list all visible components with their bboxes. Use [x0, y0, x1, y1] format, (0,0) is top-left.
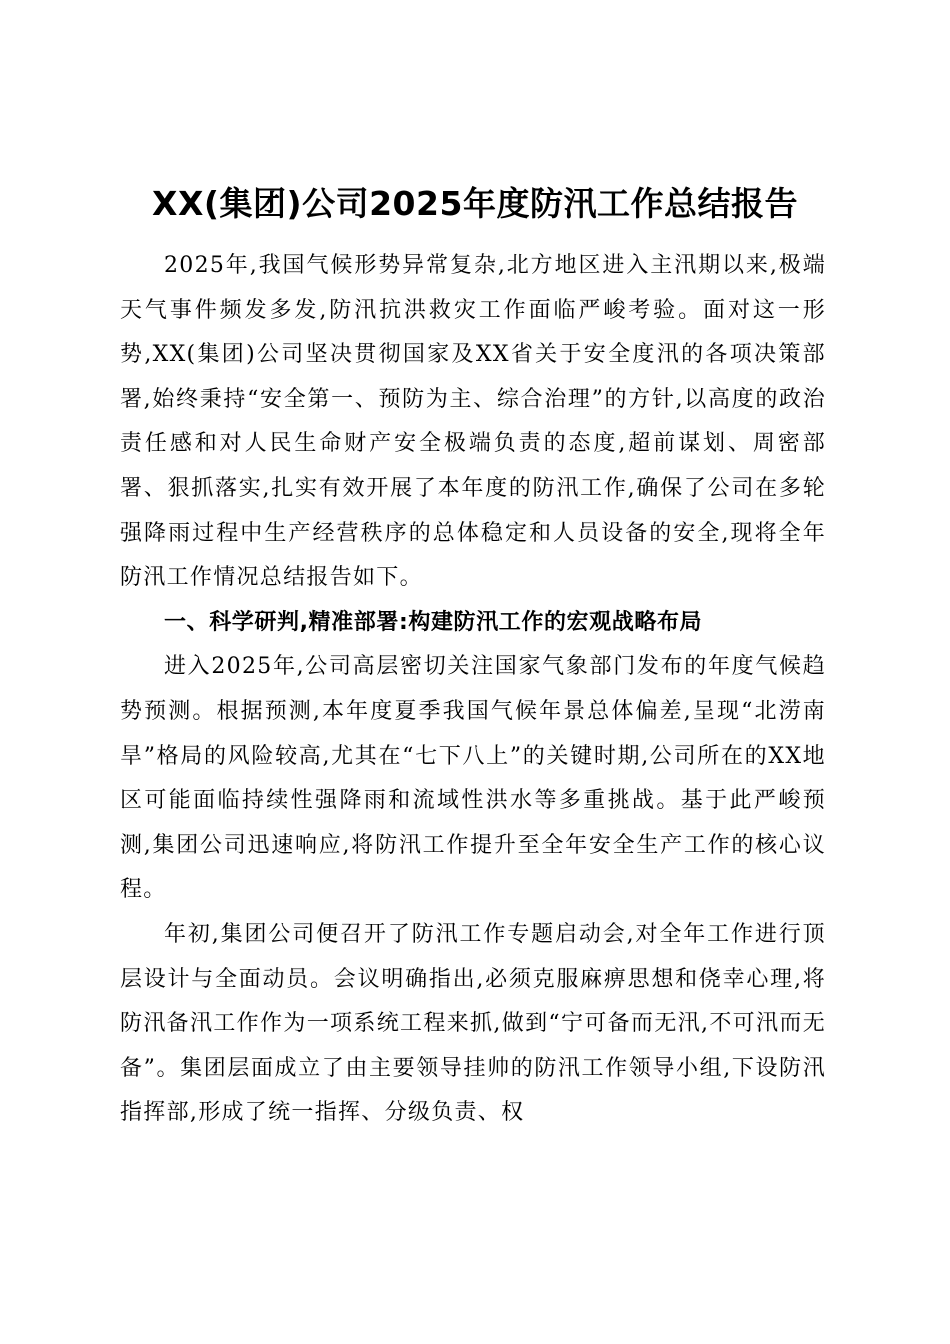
section-1-paragraph: 进入2025年,公司高层密切关注国家气象部门发布的年度气候趋势预测。根据预测,本年度夏季我国气候年景总体偏差,呈现“北涝南旱”格局的风险较高,尤其在“七下八上”的关键时期,公司所在的XX地区可能面临持续性强降雨和流域性洪水等多重挑战。基于此严峻预测,集团公司迅速响应,将防汛工作提升至全年安全生产工作的核心议程。	[120, 654, 826, 903]
document-title: XX(集团)公司2025年度防汛工作总结报告	[152, 184, 798, 223]
section-1-paragraph: 年初,集团公司便召开了防汛工作专题启动会,对全年工作进行顶层设计与全面动员。会议明确指出,必须克服麻痹思想和侥幸心理,将防汛备汛工作作为一项系统工程来抓,做到“宁可备而无汛,不可汛而无备”。集团层面成立了由主要领导挂帅的防汛工作领导小组,下设防汛指挥部,形成了统一指挥、分级负责、权	[120, 921, 826, 1126]
document-body	[120, 244, 826, 1136]
section-heading-1: 一、科学研判,精准部署:构建防汛工作的宏观战略布局	[164, 609, 703, 635]
intro-paragraph: 2025年,我国气候形势异常复杂,北方地区进入主汛期以来,极端天气事件频发多发,防汛抗洪救灾工作面临严峻考验。面对这一形势,XX(集团)公司坚决贯彻国家及XX省关于安全度汛的各项决策部署,始终秉持“安全第一、预防为主、综合治理”的方针,以高度的政治责任感和对人民生命财产安全极端负责的态度,超前谋划、周密部署、狠抓落实,扎实有效开展了本年度的防汛工作,确保了公司在多轮强降雨过程中生产经营秩序的总体稳定和人员设备的安全,现将全年防汛工作情况总结报告如下。	[120, 253, 826, 591]
